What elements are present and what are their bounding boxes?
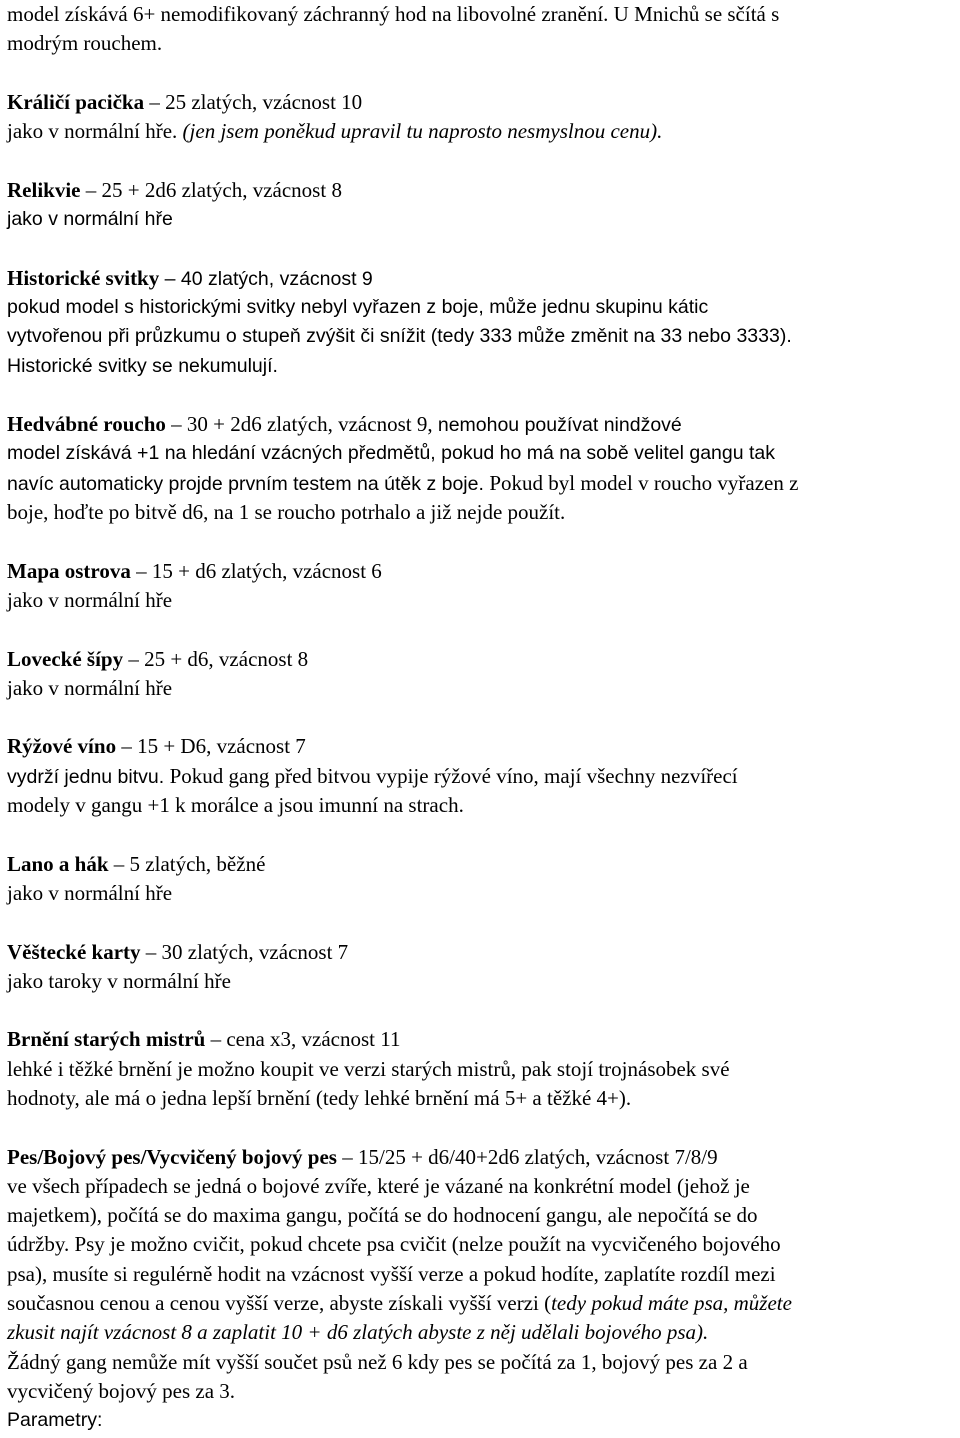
item-lovecke-sipy: [7, 645, 957, 704]
item-hedvabne-roucho: [7, 410, 957, 527]
item-description: jako v normální hře: [7, 208, 173, 231]
item-description: pokud model s historickými svitky nebyl vyřazen z boje, může jednu skupinu kátic: [7, 295, 709, 318]
italic-note: zkusit najít vzácnost 8 a zaplatit 10 + d6 zlatých abyste z něj udělali bojového psa).: [7, 1320, 709, 1345]
item-description: majetkem), počítá se do maxima gangu, počítá se do hodnocení gangu, ale nepočítá se do: [7, 1203, 758, 1228]
item-description: [7, 117, 957, 146]
item-description: ve všech případech se jedná o bojové zvíře, které je vázané na konkrétní model (jehož je: [7, 1173, 750, 1198]
paragraph-gap: [7, 996, 957, 1025]
item-heading: [7, 645, 957, 674]
item-kralici-packa: [7, 88, 957, 147]
item-name: Lovecké šípy: [7, 646, 124, 671]
item-vestecke-karty: [7, 938, 957, 997]
item-name: Relikvie: [7, 177, 81, 202]
item-mapa-ostrova: [7, 557, 957, 616]
item-description: lehké i těžké brnění je možno koupit ve verzi starých mistrů, pak stojí trojnásobek své: [7, 1056, 730, 1081]
intro-paragraph: [7, 0, 957, 59]
item-description: vycvičený bojový pes za 3.: [7, 1378, 236, 1403]
item-description: vytvořenou při průzkumu o stupeň zvýšit či snížit (tedy 333 může změnit na 33 nebo 3333).: [7, 325, 792, 348]
item-stats: – 15/25 + d6/40+2d6 zlatých, vzácnost 7/8/9: [336, 1144, 718, 1169]
paragraph-gap: [7, 381, 957, 410]
document-page: [7, 0, 957, 1436]
item-stats: – 15 + d6 zlatých, vzácnost 6: [130, 558, 382, 583]
paragraph-gap: [7, 234, 957, 263]
item-stats: – 25 + d6, vzácnost 8: [123, 646, 309, 671]
item-name: Králičí pacička: [7, 89, 145, 114]
item-name: Rýžové víno: [7, 734, 117, 759]
item-name: Pes/Bojový pes/Vycvičený bojový pes: [7, 1144, 337, 1169]
text-line: modrým rouchem.: [7, 31, 163, 56]
item-lano-a-hak: [7, 850, 957, 909]
item-heading: [7, 557, 957, 586]
text-run: jako v normální hře.: [7, 119, 183, 144]
item-description: [7, 1289, 957, 1318]
text-run: současnou cenou a cenou vyšší verze, abyste získali vyšší verzi (: [7, 1291, 552, 1316]
item-description: [7, 469, 957, 498]
italic-note: tedy pokud máte psa, můžete: [551, 1291, 792, 1316]
text-line: model získává 6+ nemodifikovaný záchranný hod na libovolné zranění. U Mnichů se sčítá s: [7, 2, 780, 26]
item-description: jako v normální hře: [7, 587, 173, 612]
item-description: hodnoty, ale má o jedna lepší brnění (tedy lehké brnění má 5+ a těžké 4+).: [7, 1085, 632, 1110]
item-description: Historické svitky se nekumulují.: [7, 354, 278, 377]
text-run: navíc automaticky projde prvním testem na útěk z boje.: [7, 472, 490, 495]
item-description: jako taroky v normální hře: [7, 968, 231, 993]
item-restriction: nemohou používat nindžové: [437, 414, 682, 437]
item-description: psa), musíte si regulérně hodit na vzácnost vyšší verze a pokud hodíte, zaplatíte rozdíl mezi: [7, 1261, 776, 1286]
item-stats: – 25 zlatých, vzácnost 10: [144, 89, 363, 114]
item-name: Historické svitky: [7, 265, 160, 290]
parameters-label: Parametry:: [7, 1409, 103, 1432]
paragraph-gap: [7, 615, 957, 644]
item-heading: [7, 410, 957, 439]
item-stats: – 30 + 2d6 zlatých, vzácnost 9,: [165, 412, 438, 437]
item-name: Brnění starých mistrů: [7, 1027, 206, 1052]
item-heading: [7, 1025, 957, 1054]
item-stats: – 30 zlatých, vzácnost 7: [140, 939, 349, 964]
text-run: Pokud byl model v roucho vyřazen z: [489, 470, 799, 495]
item-name: Mapa ostrova: [7, 558, 131, 583]
item-description: jako v normální hře: [7, 675, 173, 700]
paragraph-gap: [7, 703, 957, 732]
item-description: model získává +1 na hledání vzácných předmětů, pokud ho má na sobě velitel gangu tak: [7, 442, 776, 465]
item-description: jako v normální hře: [7, 880, 173, 905]
item-description: údržby. Psy je možno cvičit, pokud chcete psa cvičit (nelze použít na vycvičeného bojového: [7, 1232, 781, 1257]
item-pes: [7, 1143, 957, 1436]
item-description: boje, hoďte po bitvě d6, na 1 se roucho potrhalo a již nejde použít.: [7, 500, 566, 525]
paragraph-gap: [7, 1113, 957, 1142]
item-heading: [7, 938, 957, 967]
item-description: [7, 762, 957, 791]
item-stats: – 15 + D6, vzácnost 7: [116, 734, 306, 759]
item-name: Věštecké karty: [7, 939, 141, 964]
item-heading: [7, 1143, 957, 1172]
paragraph-gap: [7, 59, 957, 88]
item-historicke-svitky: [7, 264, 957, 381]
italic-note: (jen jsem poněkud upravil tu naprosto nesmyslnou cenu).: [182, 119, 663, 144]
item-description: modely v gangu +1 k morálce a jsou imunní na strach.: [7, 793, 464, 818]
item-brneni-starych-mistru: [7, 1025, 957, 1113]
item-heading: [7, 850, 957, 879]
item-name: Hedvábné roucho: [7, 412, 166, 437]
item-stats: – cena x3, vzácnost 11: [205, 1027, 401, 1052]
item-stats: – 25 + 2d6 zlatých, vzácnost 8: [80, 177, 342, 202]
item-stats: – 5 zlatých, běžné: [108, 851, 266, 876]
item-name: Lano a hák: [7, 851, 109, 876]
text-run: Pokud gang před bitvou vypije rýžové víno, mají všechny nezvířecí: [169, 763, 738, 788]
paragraph-gap: [7, 820, 957, 849]
paragraph-gap: [7, 527, 957, 556]
paragraph-gap: [7, 146, 957, 175]
item-ryzove-vino: [7, 732, 957, 820]
text-run: vydrží jednu bitvu.: [7, 765, 170, 788]
item-heading: [7, 264, 957, 293]
item-description: Žádný gang nemůže mít vyšší součet psů než 6 kdy pes se počítá za 1, bojový pes za 2 a: [7, 1349, 748, 1374]
paragraph-gap: [7, 908, 957, 937]
item-stats: – 40 zlatých, vzácnost 9: [159, 267, 373, 290]
item-heading: [7, 176, 957, 205]
item-heading: [7, 732, 957, 761]
item-heading: [7, 88, 957, 117]
item-relikvie: [7, 176, 957, 235]
